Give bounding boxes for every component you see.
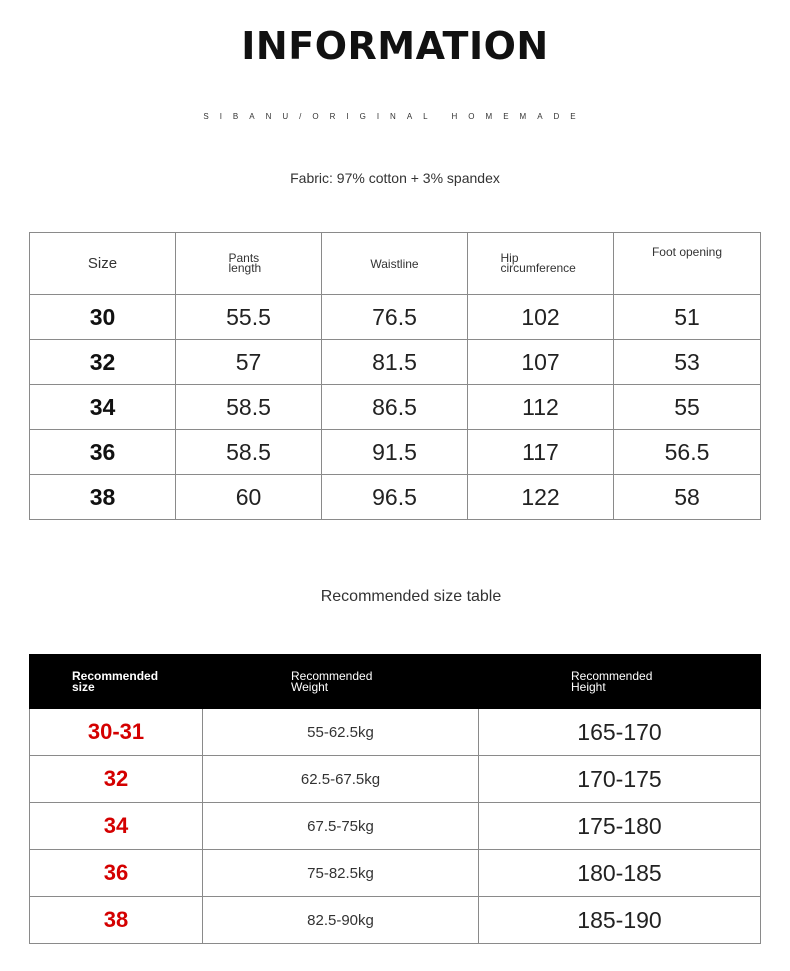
- size-cell: 34: [30, 385, 176, 430]
- header-size: Size: [30, 233, 176, 295]
- pants-length-cell: 60: [176, 475, 322, 520]
- recommended-size-table: [29, 654, 761, 944]
- recommended-size-cell: 30-31: [30, 709, 203, 756]
- recommended-weight-cell: 75-82.5kg: [203, 850, 479, 897]
- hip-cell: 117: [468, 430, 614, 475]
- recommended-caption: Recommended size table: [320, 588, 502, 605]
- recommended-size-cell: 36: [30, 850, 203, 897]
- recommended-size-cell: 38: [30, 897, 203, 944]
- waistline-cell: 81.5: [322, 340, 468, 385]
- recommended-size-cell: 32: [30, 756, 203, 803]
- recommended-size-cell: 34: [30, 803, 203, 850]
- waistline-cell: 76.5: [322, 295, 468, 340]
- header-waistline: Waistline: [322, 233, 468, 295]
- waistline-cell: 91.5: [322, 430, 468, 475]
- brand-subtitle: SIBANU/ORIGINAL HOMEMADE: [203, 112, 587, 121]
- recommended-height-cell: 165-170: [479, 709, 761, 756]
- foot-opening-cell: 58: [614, 475, 761, 520]
- recommended-height-cell: 185-190: [479, 897, 761, 944]
- pants-length-cell: 55.5: [176, 295, 322, 340]
- size-cell: 36: [30, 430, 176, 475]
- header-pants-length: Pants length: [176, 233, 322, 295]
- foot-opening-cell: 51: [614, 295, 761, 340]
- size-cell: 38: [30, 475, 176, 520]
- size-cell: 30: [30, 295, 176, 340]
- header-recommended-size: Recommended size: [30, 655, 203, 709]
- recommended-weight-cell: 62.5-67.5kg: [203, 756, 479, 803]
- header-hip-circumference: Hip circumference: [468, 233, 614, 295]
- waistline-cell: 86.5: [322, 385, 468, 430]
- table-row: [30, 385, 761, 430]
- table-row: [30, 475, 761, 520]
- header-recommended-weight: Recommended Weight: [203, 655, 479, 709]
- table-row: [30, 340, 761, 385]
- table-row: [30, 850, 761, 897]
- table-row: [30, 295, 761, 340]
- recommended-header-row: [30, 655, 761, 709]
- header-recommended-height: Recommended Height: [479, 655, 761, 709]
- table-row: [30, 756, 761, 803]
- header-foot-opening: Foot opening: [614, 233, 761, 295]
- pants-length-cell: 57: [176, 340, 322, 385]
- table-row: [30, 897, 761, 944]
- pants-length-cell: 58.5: [176, 385, 322, 430]
- hip-cell: 122: [468, 475, 614, 520]
- recommended-weight-cell: 82.5-90kg: [203, 897, 479, 944]
- hip-cell: 112: [468, 385, 614, 430]
- recommended-height-cell: 180-185: [479, 850, 761, 897]
- foot-opening-cell: 55: [614, 385, 761, 430]
- recommended-weight-cell: 67.5-75kg: [203, 803, 479, 850]
- table-row: [30, 430, 761, 475]
- table-row: [30, 709, 761, 756]
- recommended-weight-cell: 55-62.5kg: [203, 709, 479, 756]
- waistline-cell: 96.5: [322, 475, 468, 520]
- page-title: INFORMATION: [241, 24, 549, 68]
- size-chart-header-row: [30, 233, 761, 295]
- pants-length-cell: 58.5: [176, 430, 322, 475]
- recommended-height-cell: 170-175: [479, 756, 761, 803]
- size-chart-table: [29, 232, 761, 520]
- fabric-info: Fabric: 97% cotton + 3% spandex: [290, 170, 500, 186]
- foot-opening-cell: 56.5: [614, 430, 761, 475]
- hip-cell: 102: [468, 295, 614, 340]
- hip-cell: 107: [468, 340, 614, 385]
- size-cell: 32: [30, 340, 176, 385]
- recommended-height-cell: 175-180: [479, 803, 761, 850]
- foot-opening-cell: 53: [614, 340, 761, 385]
- table-row: [30, 803, 761, 850]
